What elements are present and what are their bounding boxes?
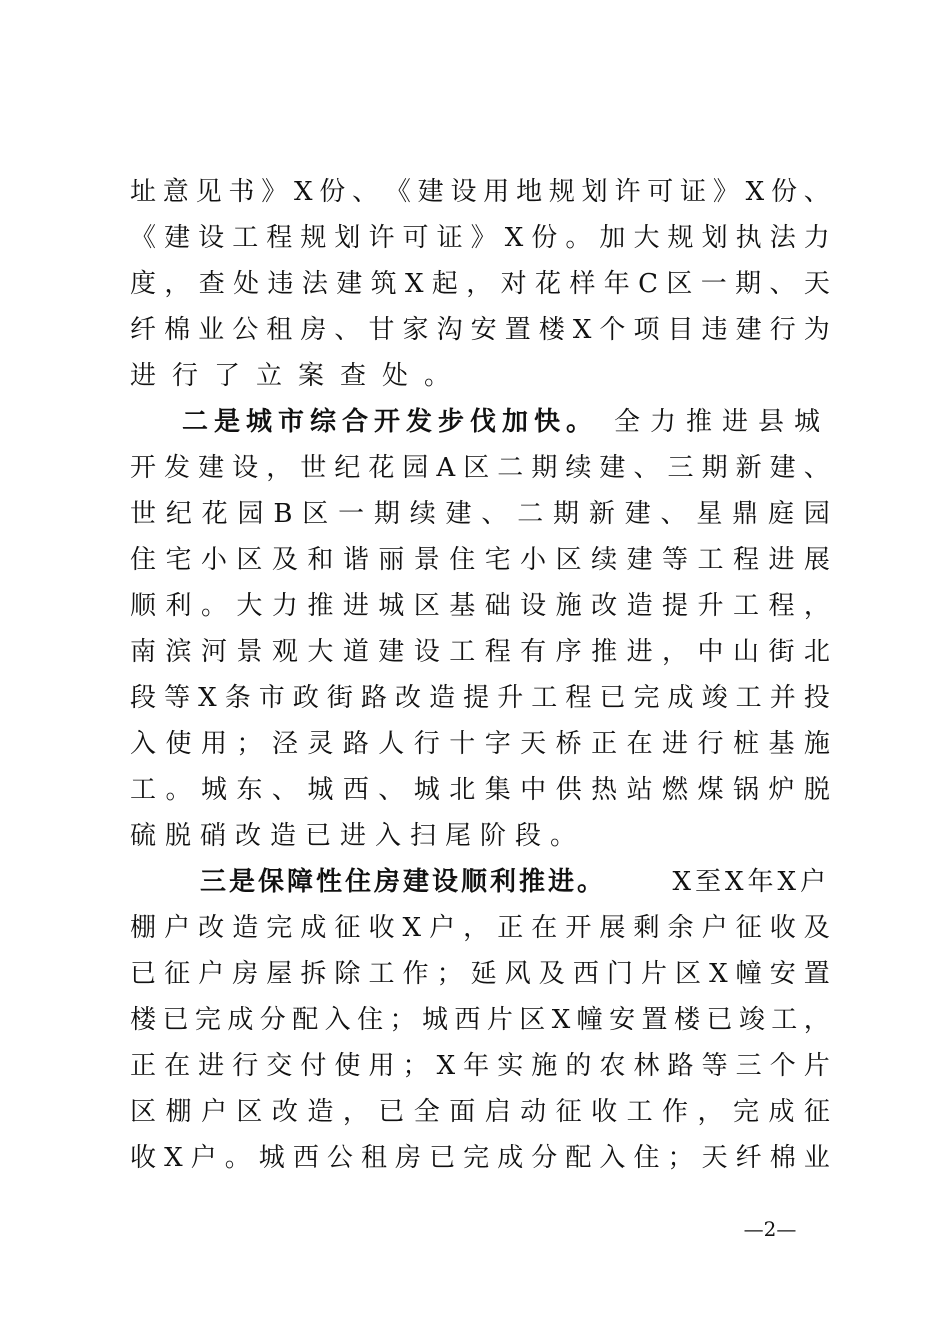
p2-line-6: 南 滨 河 景 观 大 道 建 设 工 程 有 序 推 进 ， 中 山 街 北 (130, 637, 830, 667)
p1-line-3: 度 ， 查 处 违 法 建 筑 X 起 ， 对 花 样 年 C 区 一 期 、 天 (130, 269, 830, 299)
p1-line-2: 《 建 设 工 程 规 划 许 可 证 》 X 份 。 加 大 规 划 执 法 力 (130, 223, 830, 253)
p2-line-10: 硫脱硝改造已进入扫尾阶段。 (130, 821, 586, 851)
p3-first-rest: X至X年X户 (672, 867, 830, 897)
p2-line-9: 工 。 城 东 、 城 西 、 城 北 集 中 供 热 站 燃 煤 锅 炉 脱 (130, 775, 830, 805)
p3-line-1 (200, 862, 830, 902)
p3-line-7: 收 X 户 。 城 西 公 租 房 已 完 成 分 配 入 住 ； 天 纤 棉 业 (130, 1143, 830, 1173)
p2-line-7: 段 等 X 条 市 政 街 路 改 造 提 升 工 程 已 完 成 竣 工 并 投 (130, 683, 830, 713)
p3-line-5: 正 在 进 行 交 付 使 用 ； X 年 实 施 的 农 林 路 等 三 个 片 (130, 1051, 830, 1081)
p2-lead-heading: 二是城市综合开发步伐加快。 (182, 407, 599, 437)
p3-lead-heading: 三是保障性住房建设顺利推进。 (200, 867, 607, 897)
p2-line-3: 世 纪 花 园 B 区 一 期 续 建 、 二 期 新 建 、 星 鼎 庭 园 (130, 499, 830, 529)
p2-line-2: 开 发 建 设 ， 世 纪 花 园 A 区 二 期 续 建 、 三 期 新 建 、 (130, 453, 830, 483)
p3-line-6: 区 棚 户 区 改 造 ， 已 全 面 启 动 征 收 工 作 ， 完 成 征 (130, 1097, 830, 1127)
p2-line-8: 入 使 用 ； 泾 灵 路 人 行 十 字 天 桥 正 在 进 行 桩 基 施 (130, 729, 830, 759)
p3-line-2: 棚 户 改 造 完 成 征 收 X 户 ， 正 在 开 展 剩 余 户 征 收 及 (130, 913, 830, 943)
p2-first-rest: 全力推进县城 (613, 407, 830, 437)
page-number: —2— (743, 1217, 797, 1241)
p1-line-1: 址 意 见 书 》 X 份 、 《 建 设 用 地 规 划 许 可 证 》 X 份 、 (130, 177, 830, 207)
p2-line-4: 住 宅 小 区 及 和 谐 丽 景 住 宅 小 区 续 建 等 工 程 进 展 (130, 545, 830, 575)
p2-line-1 (182, 402, 830, 442)
p3-line-4: 楼 已 完 成 分 配 入 住 ； 城 西 片 区 X 幢 安 置 楼 已 竣 工 ， (130, 1005, 830, 1035)
p3-line-3: 已 征 户 房 屋 拆 除 工 作 ； 延 风 及 西 门 片 区 X 幢 安 置 (130, 959, 830, 989)
p1-line-5: 进行了立案查处。 (130, 361, 467, 391)
p1-line-4: 纤 棉 业 公 租 房 、 甘 家 沟 安 置 楼 X 个 项 目 违 建 行 为 (130, 315, 830, 345)
p2-line-5: 顺 利 。 大 力 推 进 城 区 基 础 设 施 改 造 提 升 工 程 ， (130, 591, 830, 621)
